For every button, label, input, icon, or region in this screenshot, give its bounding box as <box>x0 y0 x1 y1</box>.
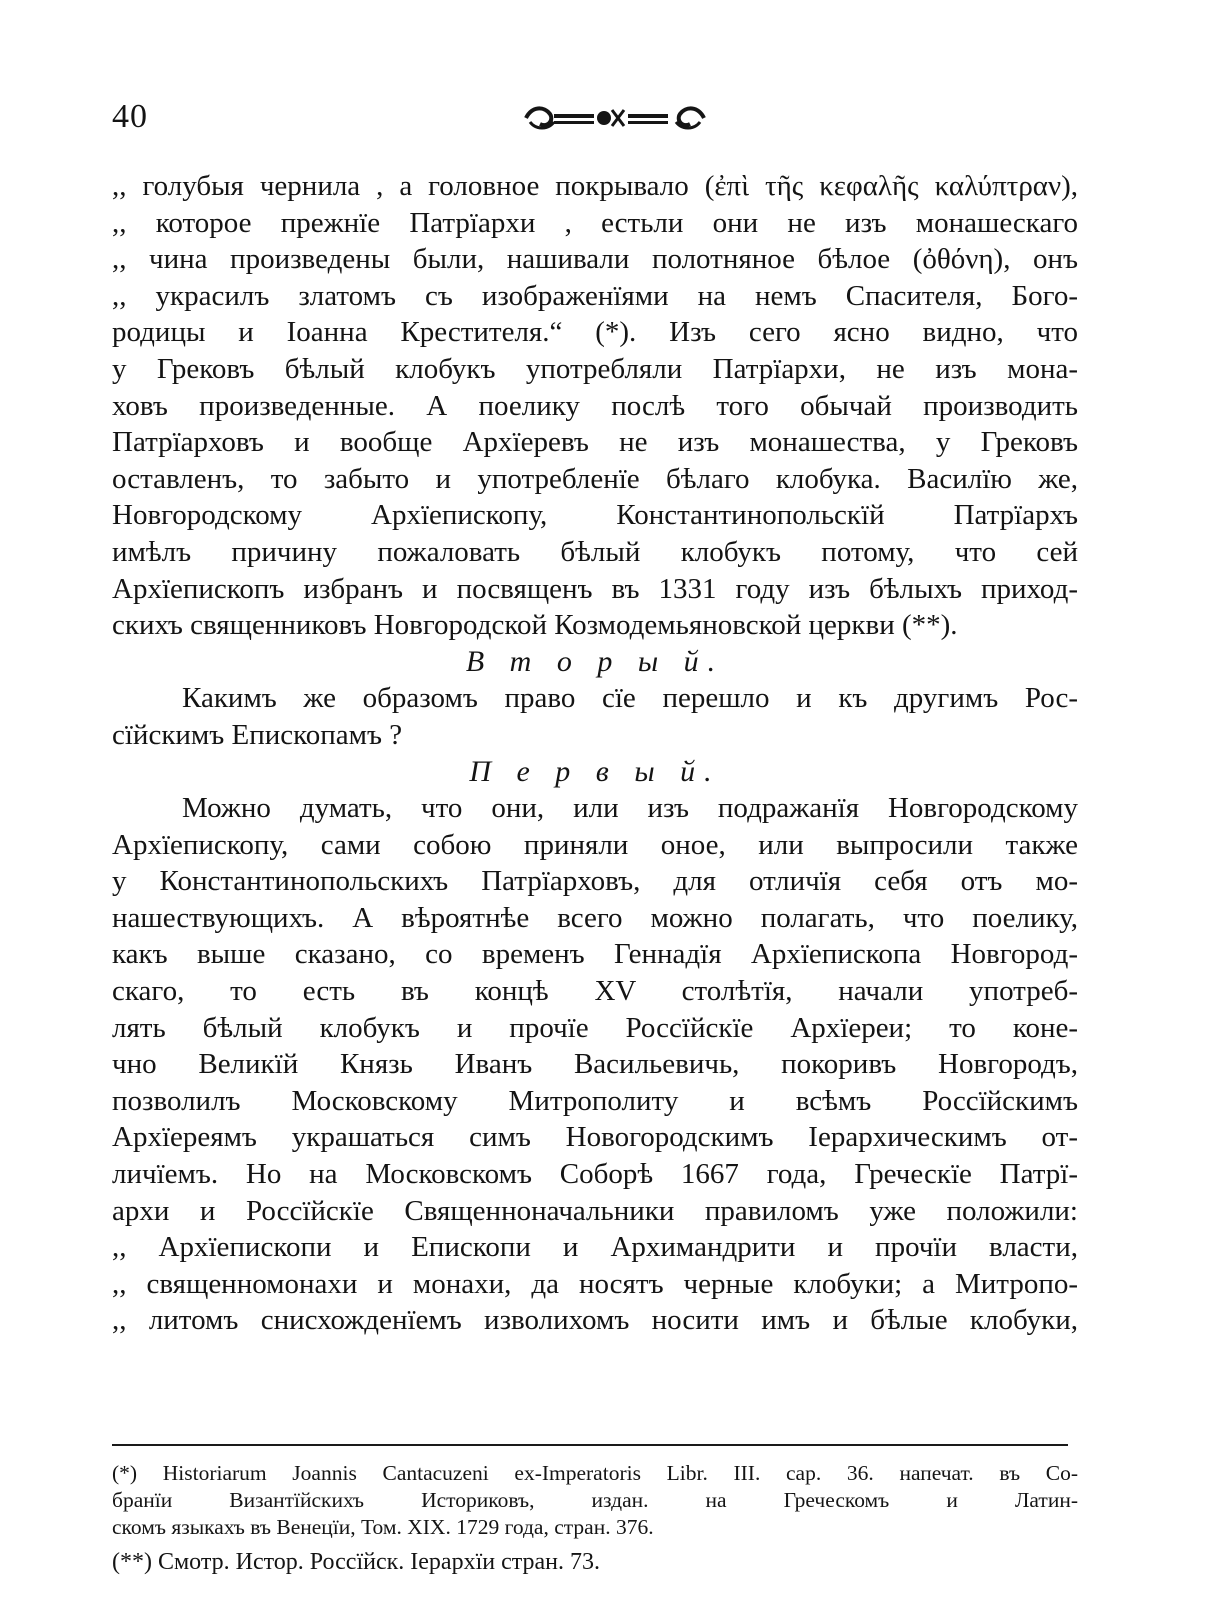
footnote-line: скомъ языкахъ въ Венецїи, Том. XIX. 1729 года, стран. 376. <box>112 1515 654 1539</box>
text-line: родицы и Іоанна Крестителя.“ (*). Изъ сего ясно видно, что <box>112 316 1078 349</box>
text-line: Новгородскому Архїепископу, Константинопольскїй Патрїархъ <box>112 499 1078 532</box>
answer-line: какъ выше сказано, со временъ Геннадїя Архїепископа Новгород- <box>112 938 1078 971</box>
text-line: ховъ произведенные. А поелику послѣ того обычай производить <box>112 389 1078 422</box>
answer-line: Архїепископу, сами собою приняли оное, или выпросили также <box>112 828 1078 861</box>
answer-line: позволилъ Московскому Митрополиту и всѣмъ Россїйскимъ <box>112 1084 1078 1117</box>
answer-line: лять бѣлый клобукъ и прочїе Россїйскїе Архїереи; то коне- <box>112 1011 1078 1044</box>
answer-line: чно Великїй Князь Иванъ Васильевичь, покоривъ Новгородъ, <box>112 1048 1078 1081</box>
answer-line: ,, литомъ снисхожденїемъ изволихомъ носити имъ и бѣлые клобуки, <box>112 1304 1078 1337</box>
answer-line: ,, священномонахи и монахи, да носятъ черные клобуки; а Митропо- <box>112 1267 1078 1300</box>
decorative-ornament-icon <box>520 100 710 136</box>
question-line: Какимъ же образомъ право сїе перешло и къ другимъ Рос- <box>182 682 1078 715</box>
speaker-heading-second: В т о р ы й. <box>465 644 725 678</box>
answer-line: архи и Россїйскїе Священноначальники правиломъ уже положили: <box>112 1194 1078 1227</box>
text-line: оставленъ, то забыто и употребленїе бѣлаго клобука. Василїю же, <box>112 462 1078 495</box>
footnote-line: (**) Смотр. Истор. Россїйск. Іерархїи стран. 73. <box>112 1549 601 1575</box>
footnote-line: (*) Historiarum Joannis Cantacuzeni ex-Imperatoris Libr. III. cap. 36. напечат. въ Со- <box>112 1461 1078 1485</box>
answer-line: Можно думать, что они, или изъ подражанїя Новгородскому <box>182 792 1078 825</box>
text-line: ,, которое прежнїе Патрїархи , естьли они не изъ монашескаго <box>112 206 1078 239</box>
text-line: ,, чина произведены были, нашивали полотняное бѣлое (ὀθόνη), онъ <box>112 243 1078 276</box>
answer-line: личїемъ. Но на Московскомъ Соборѣ 1667 года, Греческїе Патрї- <box>112 1158 1078 1191</box>
page-header <box>112 98 1063 142</box>
answer-line: нашествующихъ. А вѣроятнѣе всего можно полагать, что поелику, <box>112 901 1078 934</box>
footnote-divider <box>112 1444 1068 1446</box>
footnotes <box>112 1460 1078 1579</box>
text-line: ,, украсилъ златомъ съ изображенїями на немъ Спасителя, Бого- <box>112 279 1078 312</box>
answer-line: Архїереямъ украшаться симъ Новогородскимъ Іерархическимъ от- <box>112 1121 1078 1154</box>
text-line: имѣлъ причину пожаловать бѣлый клобукъ потому, что сей <box>112 535 1078 568</box>
footnote-line: бранїи Византїйскихъ Историковъ, издан. на Греческомъ и Латин- <box>112 1488 1078 1512</box>
answer-line: скаго, то есть въ концѣ XV столѣтїя, начали употреб- <box>112 975 1078 1008</box>
text-line: ,, голубыя чернила , а головное покрывало (ἐπὶ τῆς κεφαλῆς καλύπτραν), <box>112 170 1078 202</box>
page-number: 40 <box>112 98 148 135</box>
text-line: Архїепископъ избранъ и посвященъ въ 1331 году изъ бѣлыхъ приход- <box>112 572 1078 605</box>
answer-line: ,, Архїепископи и Епископи и Архимандрити и прочїи власти, <box>112 1231 1078 1264</box>
speaker-heading-first: П е р в ы й. <box>469 754 721 788</box>
text-line: Патрїарховъ и вообще Архїеревъ не изъ монашества, у Грековъ <box>112 426 1078 459</box>
text-line: у Грековъ бѣлый клобукъ употребляли Патрїархи, не изъ мона- <box>112 352 1078 385</box>
text-line: скихъ священниковъ Новгородской Козмодемьяновской церкви (**). <box>112 609 958 642</box>
main-text <box>112 168 1078 1339</box>
answer-line: у Константинопольскихъ Патрїарховъ, для отличїя себя отъ мо- <box>112 865 1078 898</box>
question-line: сїйскимъ Епископамъ ? <box>112 718 403 751</box>
